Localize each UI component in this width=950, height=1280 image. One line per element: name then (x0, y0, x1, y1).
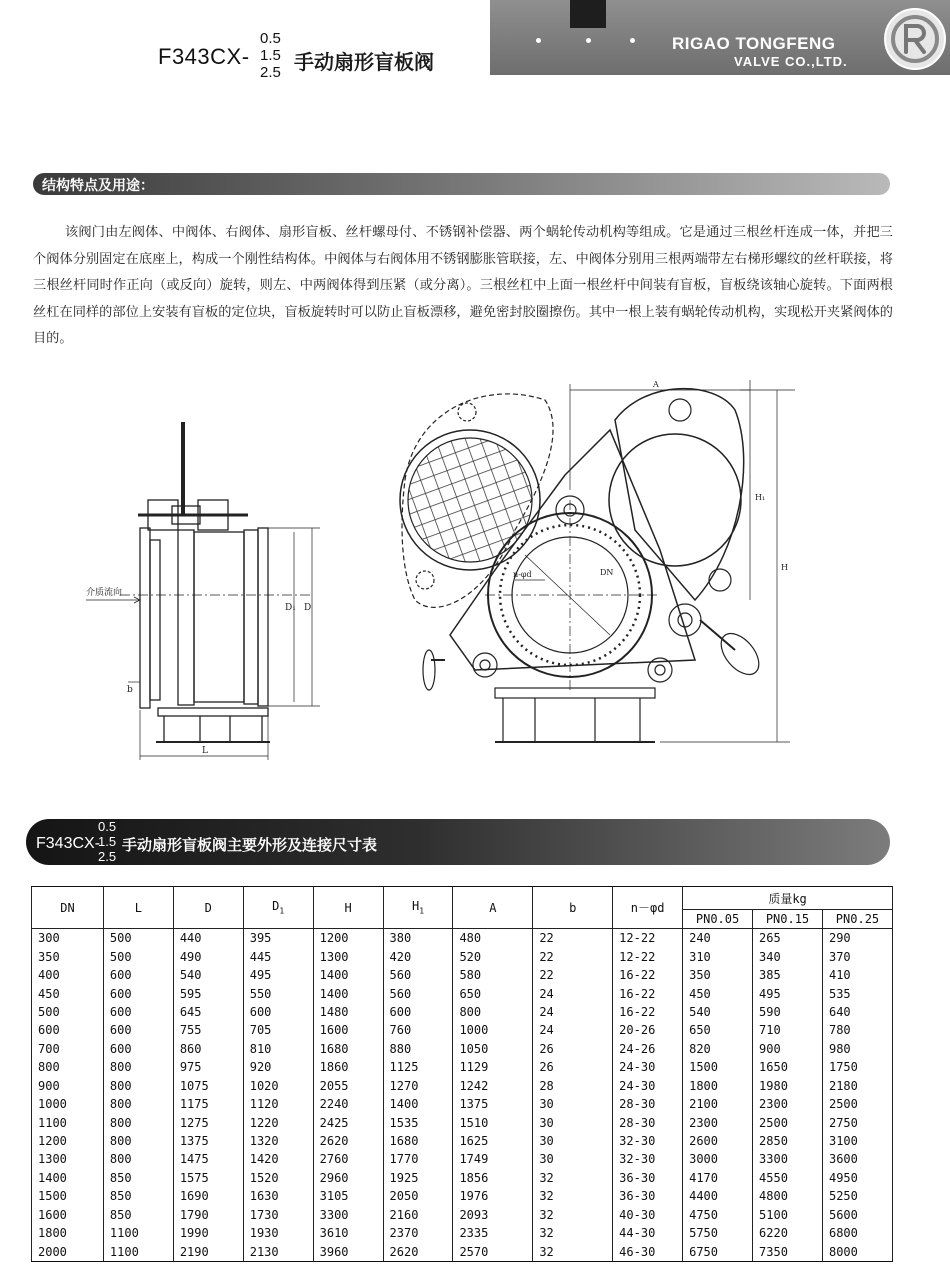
dot (630, 38, 635, 43)
col-header-d: D (173, 887, 243, 929)
table-cell: 395 (243, 929, 313, 948)
table-cell: 710 (753, 1021, 823, 1039)
table-row (32, 1003, 893, 1021)
table-cell: 32-30 (613, 1132, 683, 1150)
table-cell: 980 (822, 1040, 892, 1058)
table-cell: 1400 (383, 1095, 453, 1113)
table-cell: 1320 (243, 1132, 313, 1150)
pressure-value: 2.5 (98, 849, 117, 864)
brand-dots (500, 38, 700, 48)
table-cell: 3105 (313, 1187, 383, 1205)
table-cell: 1200 (32, 1132, 104, 1150)
table-cell: 850 (103, 1187, 173, 1205)
dim-label-a: A (653, 380, 659, 389)
table-cell: 1535 (383, 1113, 453, 1131)
table-cell: 2160 (383, 1206, 453, 1224)
table-cell: 540 (173, 966, 243, 984)
table-cell: 30 (533, 1095, 613, 1113)
table-cell: 1480 (313, 1003, 383, 1021)
dimension-table (31, 886, 893, 1262)
table-cell: 850 (103, 1169, 173, 1187)
table-row (32, 1150, 893, 1168)
col-header-h: H (313, 887, 383, 929)
table-cell: 16-22 (613, 1003, 683, 1021)
table-cell: 240 (683, 929, 753, 948)
col-header-l: L (103, 887, 173, 929)
table-cell: 1075 (173, 1077, 243, 1095)
table-cell: 440 (173, 929, 243, 948)
table-cell: 5600 (822, 1206, 892, 1224)
table-cell: 2190 (173, 1242, 243, 1261)
table-cell: 26 (533, 1058, 613, 1076)
table-cell: 300 (32, 929, 104, 948)
dim-label-l: L (202, 746, 208, 756)
table-body (32, 929, 893, 1262)
pressure-value: 1.5 (260, 47, 281, 64)
table-cell: 1925 (383, 1169, 453, 1187)
dim-label-h1: H₁ (755, 493, 766, 502)
table-cell: 450 (32, 984, 104, 1002)
table-cell: 1200 (313, 929, 383, 948)
dot (586, 38, 591, 43)
table-cell: 32 (533, 1224, 613, 1242)
table-cell: 2050 (383, 1187, 453, 1205)
table-cell: 2240 (313, 1095, 383, 1113)
table-cell: 1990 (173, 1224, 243, 1242)
table-cell: 6220 (753, 1224, 823, 1242)
table-cell: 2425 (313, 1113, 383, 1131)
table-cell: 2300 (753, 1095, 823, 1113)
table-cell: 4750 (683, 1206, 753, 1224)
table-cell: 800 (103, 1077, 173, 1095)
table-cell: 2055 (313, 1077, 383, 1095)
table-cell: 600 (32, 1021, 104, 1039)
table-cell: 24 (533, 1003, 613, 1021)
table-cell: 1270 (383, 1077, 453, 1095)
table-row (32, 1040, 893, 1058)
table-cell: 580 (453, 966, 533, 984)
table-cell: 755 (173, 1021, 243, 1039)
table-cell: 1500 (683, 1058, 753, 1076)
table-row (32, 929, 893, 948)
table-cell: 340 (753, 947, 823, 965)
col-header-pn025: PN0.25 (822, 910, 892, 929)
col-header-pn005: PN0.05 (683, 910, 753, 929)
section-description: 该阀门由左阀体、中阀体、右阀体、扇形盲板、丝杆螺母付、不锈钢补偿器、两个蜗轮传动机构等组成。它是通过三根丝杆连成一体，并把三个阀体分别固定在底座上，构成一个刚性结构体。中阀体与右阀体用不锈钢膨胀管联接，左、中阀体分别用三根两端带左右梯形螺纹的丝杆联接，将三根丝杆同时作正向（或反向）旋转，则左、中两阀体得到压紧（或分离）。三根丝杠中上面一根丝杆中间装有盲板，盲板绕该轴心旋转。下面两根丝杠在同样的部位上安装有盲板的定位块，盲板旋转时可以防止盲板漂移，避免密封胶圈擦伤。其中一根上装有蜗轮传动机构，实现松开夹紧阀体的目的。 (33, 225, 893, 347)
table-cell: 480 (453, 929, 533, 948)
table-cell: 40-30 (613, 1206, 683, 1224)
model-code: F343CX- (158, 44, 250, 69)
dim-label-d: D (304, 603, 312, 613)
table-cell: 2100 (683, 1095, 753, 1113)
table-cell: 4550 (753, 1169, 823, 1187)
table-cell: 1000 (453, 1021, 533, 1039)
table-cell: 5250 (822, 1187, 892, 1205)
table-pressure-stack (98, 819, 124, 864)
table-row (32, 1113, 893, 1131)
table-cell: 800 (103, 1150, 173, 1168)
table-cell: 820 (683, 1040, 753, 1058)
table-cell: 1800 (32, 1224, 104, 1242)
table-cell: 1100 (103, 1242, 173, 1261)
table-cell: 1375 (173, 1132, 243, 1150)
table-cell: 1790 (173, 1206, 243, 1224)
table-cell: 26 (533, 1040, 613, 1058)
table-cell: 1400 (313, 966, 383, 984)
table-cell: 1100 (32, 1113, 104, 1131)
table-row (32, 1187, 893, 1205)
dim-label-nphid: n-φd (513, 570, 532, 579)
table-cell: 28 (533, 1077, 613, 1095)
col-header-h1: $H_1$ (383, 887, 453, 929)
table-cell: 1400 (32, 1169, 104, 1187)
table-cell: 16-22 (613, 966, 683, 984)
col-header-pn015: PN0.15 (753, 910, 823, 929)
table-cell: 1100 (103, 1224, 173, 1242)
table-cell: 900 (32, 1077, 104, 1095)
table-cell: 6800 (822, 1224, 892, 1242)
table-row (32, 1058, 893, 1076)
table-cell: 705 (243, 1021, 313, 1039)
dim-label-d1: D₁ (285, 603, 296, 613)
table-cell: 800 (103, 1113, 173, 1131)
table-cell: 24 (533, 1021, 613, 1039)
dot (536, 38, 541, 43)
table-cell: 22 (533, 966, 613, 984)
table-cell: 1175 (173, 1095, 243, 1113)
table-cell: 12-22 (613, 947, 683, 965)
table-cell: 810 (243, 1040, 313, 1058)
table-cell: 1750 (822, 1058, 892, 1076)
table-cell: 780 (822, 1021, 892, 1039)
company-logo-icon (884, 8, 946, 70)
table-cell: 1510 (453, 1113, 533, 1131)
pressure-stack (260, 30, 292, 81)
table-cell: 3300 (313, 1206, 383, 1224)
table-cell: 1420 (243, 1150, 313, 1168)
table-cell: 700 (32, 1040, 104, 1058)
table-model-code: F343CX- (36, 835, 101, 852)
pressure-value: 2.5 (260, 64, 281, 81)
table-cell: 900 (753, 1040, 823, 1058)
table-cell: 385 (753, 966, 823, 984)
table-cell: 370 (822, 947, 892, 965)
table-cell: 24 (533, 984, 613, 1002)
table-cell: 16-22 (613, 984, 683, 1002)
table-cell: 1475 (173, 1150, 243, 1168)
col-header-d1: $D_1$ (243, 887, 313, 929)
table-cell: 32 (533, 1206, 613, 1224)
table-cell: 550 (243, 984, 313, 1002)
table-cell: 5100 (753, 1206, 823, 1224)
table-cell: 860 (173, 1040, 243, 1058)
table-cell: 30 (533, 1150, 613, 1168)
table-cell: 1375 (453, 1095, 533, 1113)
table-cell: 1400 (313, 984, 383, 1002)
table-cell: 800 (103, 1132, 173, 1150)
col-header-nphid: n－φd (613, 887, 683, 929)
table-cell: 410 (822, 966, 892, 984)
table-cell: 2335 (453, 1224, 533, 1242)
table-cell: 850 (103, 1206, 173, 1224)
table-cell: 3100 (822, 1132, 892, 1150)
table-cell: 22 (533, 929, 613, 948)
table-cell: 2570 (453, 1242, 533, 1261)
table-cell: 32 (533, 1187, 613, 1205)
table-cell: 350 (683, 966, 753, 984)
table-cell: 1860 (313, 1058, 383, 1076)
table-cell: 7350 (753, 1242, 823, 1261)
table-cell: 1749 (453, 1150, 533, 1168)
table-cell: 28-30 (613, 1113, 683, 1131)
brand-accent-block (570, 0, 606, 28)
table-cell: 1856 (453, 1169, 533, 1187)
company-suffix: VALVE CO.,LTD. (734, 54, 848, 69)
table-title: 手动扇形盲板阀主要外形及连接尺寸表 (122, 836, 378, 854)
table-cell: 2300 (683, 1113, 753, 1131)
table-cell: 1976 (453, 1187, 533, 1205)
table-cell: 2093 (453, 1206, 533, 1224)
table-cell: 800 (453, 1003, 533, 1021)
table-cell: 30 (533, 1113, 613, 1131)
table-cell: 600 (103, 1003, 173, 1021)
table-cell: 1520 (243, 1169, 313, 1187)
table-cell: 28-30 (613, 1095, 683, 1113)
pressure-value: 1.5 (98, 834, 117, 849)
table-cell: 1300 (313, 947, 383, 965)
table-cell: 1242 (453, 1077, 533, 1095)
table-cell: 290 (822, 929, 892, 948)
table-cell: 500 (103, 947, 173, 965)
table-cell: 1300 (32, 1150, 104, 1168)
table-row (32, 1132, 893, 1150)
model-name: 手动扇形盲板阀 (294, 50, 434, 74)
table-cell: 445 (243, 947, 313, 965)
table-cell: 1220 (243, 1113, 313, 1131)
flow-label: 介质流向 (86, 588, 123, 598)
table-cell: 1125 (383, 1058, 453, 1076)
table-cell: 2000 (32, 1242, 104, 1261)
table-cell: 645 (173, 1003, 243, 1021)
table-cell: 760 (383, 1021, 453, 1039)
pressure-value: 0.5 (98, 819, 117, 834)
table-cell: 650 (453, 984, 533, 1002)
table-cell: 2750 (822, 1113, 892, 1131)
table-row (32, 966, 893, 984)
table-cell: 32 (533, 1169, 613, 1187)
table-cell: 600 (103, 1040, 173, 1058)
table-cell: 1680 (313, 1040, 383, 1058)
table-cell: 1980 (753, 1077, 823, 1095)
table-cell: 2500 (753, 1113, 823, 1131)
table-cell: 1730 (243, 1206, 313, 1224)
table-cell: 800 (103, 1058, 173, 1076)
col-header-mass: 质量kg (683, 887, 893, 910)
table-cell: 600 (103, 1021, 173, 1039)
table-cell: 3000 (683, 1150, 753, 1168)
table-cell: 32 (533, 1242, 613, 1261)
table-cell: 24-30 (613, 1077, 683, 1095)
table-row (32, 984, 893, 1002)
dim-label-b: b (127, 685, 133, 695)
table-cell: 6750 (683, 1242, 753, 1261)
col-header-b: b (533, 887, 613, 929)
table-cell: 2760 (313, 1150, 383, 1168)
table-cell: 535 (822, 984, 892, 1002)
table-cell: 500 (32, 1003, 104, 1021)
table-cell: 4170 (683, 1169, 753, 1187)
table-cell: 2180 (822, 1077, 892, 1095)
table-cell: 1120 (243, 1095, 313, 1113)
table-row (32, 947, 893, 965)
table-cell: 265 (753, 929, 823, 948)
front-view-drawing (395, 370, 795, 760)
table-cell: 1275 (173, 1113, 243, 1131)
table-cell: 600 (383, 1003, 453, 1021)
table-cell: 420 (383, 947, 453, 965)
table-cell: 650 (683, 1021, 753, 1039)
company-name: RIGAO TONGFENG (672, 34, 836, 53)
table-cell: 46-30 (613, 1242, 683, 1261)
table-row (32, 1169, 893, 1187)
table-cell: 1575 (173, 1169, 243, 1187)
table-cell: 560 (383, 966, 453, 984)
table-cell: 36-30 (613, 1169, 683, 1187)
table-cell: 600 (243, 1003, 313, 1021)
table-cell: 3300 (753, 1150, 823, 1168)
col-header-dn: DN (32, 887, 104, 929)
table-cell: 32-30 (613, 1150, 683, 1168)
section-title: 结构特点及用途： (42, 178, 154, 194)
table-cell: 3960 (313, 1242, 383, 1261)
table-cell: 450 (683, 984, 753, 1002)
table-row (32, 1206, 893, 1224)
section-header-bar (33, 173, 890, 195)
table-row (32, 1224, 893, 1242)
pressure-value: 0.5 (260, 30, 281, 47)
table-cell: 4800 (753, 1187, 823, 1205)
table-cell: 30 (533, 1132, 613, 1150)
table-cell: 2130 (243, 1242, 313, 1261)
table-cell: 490 (173, 947, 243, 965)
table-cell: 24-30 (613, 1058, 683, 1076)
dim-label-dn: DN (600, 568, 614, 577)
table-cell: 1770 (383, 1150, 453, 1168)
table-cell: 1500 (32, 1187, 104, 1205)
table-cell: 380 (383, 929, 453, 948)
table-cell: 600 (103, 966, 173, 984)
table-cell: 520 (453, 947, 533, 965)
table-cell: 44-30 (613, 1224, 683, 1242)
table-cell: 2600 (683, 1132, 753, 1150)
table-cell: 600 (103, 984, 173, 1002)
table-cell: 2620 (383, 1242, 453, 1261)
table-cell: 1680 (383, 1132, 453, 1150)
table-cell: 350 (32, 947, 104, 965)
table-cell: 20-26 (613, 1021, 683, 1039)
table-cell: 1020 (243, 1077, 313, 1095)
table-cell: 36-30 (613, 1187, 683, 1205)
table-cell: 3600 (822, 1150, 892, 1168)
col-header-a: A (453, 887, 533, 929)
table-cell: 560 (383, 984, 453, 1002)
table-cell: 1650 (753, 1058, 823, 1076)
side-view-drawing (80, 420, 340, 765)
table-cell: 400 (32, 966, 104, 984)
table-cell: 1129 (453, 1058, 533, 1076)
table-cell: 975 (173, 1058, 243, 1076)
table-cell: 2500 (822, 1095, 892, 1113)
table-cell: 1600 (313, 1021, 383, 1039)
table-cell: 595 (173, 984, 243, 1002)
table-cell: 495 (243, 966, 313, 984)
table-cell: 800 (32, 1058, 104, 1076)
table-cell: 800 (103, 1095, 173, 1113)
table-cell: 8000 (822, 1242, 892, 1261)
table-cell: 880 (383, 1040, 453, 1058)
table-cell: 1000 (32, 1095, 104, 1113)
table-row (32, 1077, 893, 1095)
table-cell: 1630 (243, 1187, 313, 1205)
table-cell: 590 (753, 1003, 823, 1021)
table-cell: 4400 (683, 1187, 753, 1205)
table-cell: 12-22 (613, 929, 683, 948)
table-cell: 1800 (683, 1077, 753, 1095)
table-cell: 500 (103, 929, 173, 948)
table-cell: 2960 (313, 1169, 383, 1187)
table-cell: 2850 (753, 1132, 823, 1150)
table-cell: 1930 (243, 1224, 313, 1242)
table-cell: 540 (683, 1003, 753, 1021)
table-cell: 3610 (313, 1224, 383, 1242)
table-cell: 24-26 (613, 1040, 683, 1058)
table-cell: 2620 (313, 1132, 383, 1150)
table-row (32, 1021, 893, 1039)
table-row (32, 1242, 893, 1261)
table-cell: 5750 (683, 1224, 753, 1242)
table-cell: 2370 (383, 1224, 453, 1242)
table-row (32, 1095, 893, 1113)
table-cell: 640 (822, 1003, 892, 1021)
table-cell: 495 (753, 984, 823, 1002)
table-cell: 920 (243, 1058, 313, 1076)
table-cell: 1690 (173, 1187, 243, 1205)
table-cell: 310 (683, 947, 753, 965)
table-cell: 1050 (453, 1040, 533, 1058)
table-cell: 22 (533, 947, 613, 965)
dim-label-h: H (781, 563, 788, 572)
table-cell: 1600 (32, 1206, 104, 1224)
table-cell: 4950 (822, 1169, 892, 1187)
table-cell: 1625 (453, 1132, 533, 1150)
